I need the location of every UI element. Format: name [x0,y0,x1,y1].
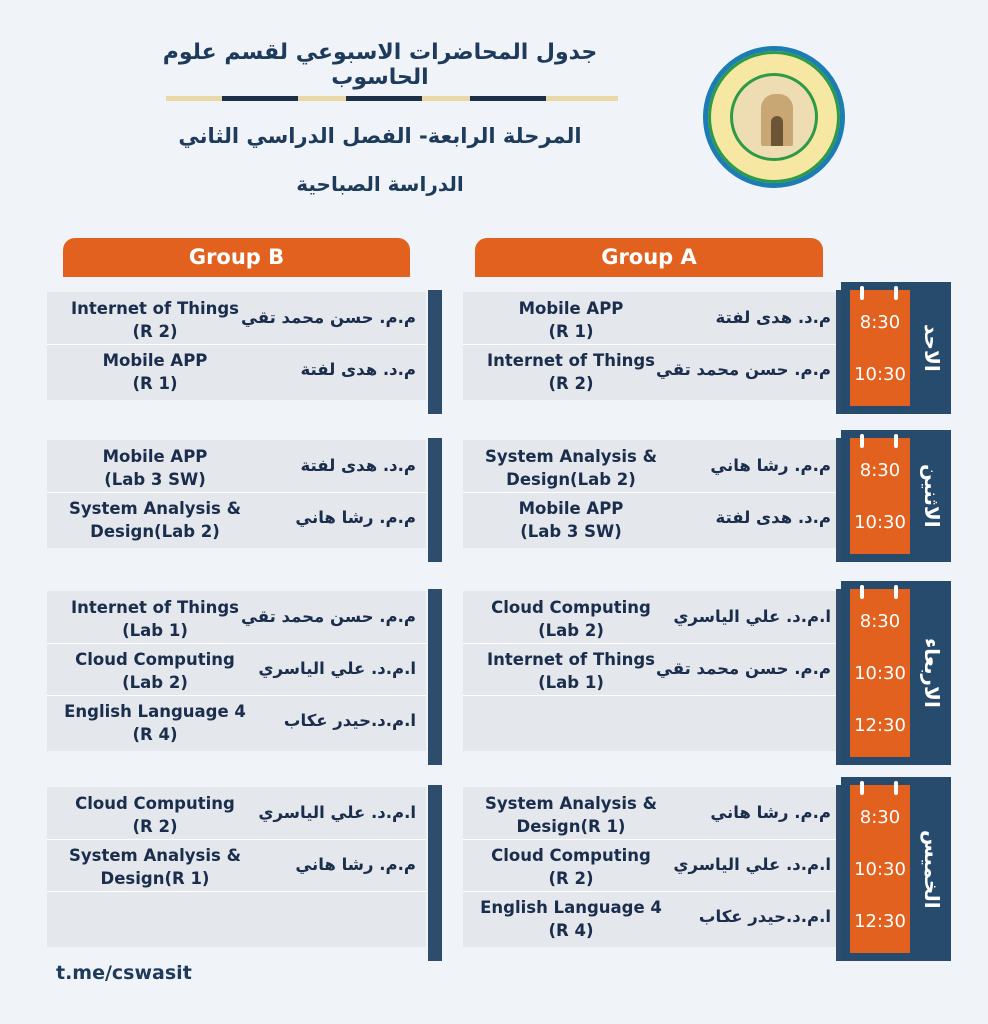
schedule-row [47,789,426,840]
row-separator-bar [428,785,442,961]
course-title: System Analysis & [69,846,241,865]
schedule-row [463,645,841,696]
schedule-row [463,789,841,840]
page-title: جدول المحاضرات الاسبوعي لقسم علوم الحاسوب [162,40,598,90]
study-type: الدراسة الصباحية [296,172,464,196]
course-title: System Analysis & [485,447,657,466]
course-title: System Analysis & [485,794,657,813]
schedule-row [463,841,841,892]
schedule-row [463,893,841,944]
teacher-name: ا.م.د.حيدر عكاب [698,907,831,926]
course-title: Mobile APP [518,299,624,318]
time-slot: 8:30 [859,460,901,481]
day-card [841,430,951,562]
calendar-ring-icon [860,434,864,448]
teacher-name: م.د. هدى لفتة [300,360,416,379]
row-separator-bar [428,290,442,414]
course-title: Internet of Things [487,351,655,370]
course-name [51,297,259,343]
teacher-name: م.م. رشا هاني [710,803,831,822]
course-title: Mobile APP [102,447,208,466]
calendar-ring-icon [894,286,898,300]
course-room: (Lab 1) [122,621,188,640]
course-name [467,297,675,343]
time-slot: 12:30 [854,715,906,736]
teacher-name: م.د. هدى لفتة [300,456,416,475]
teacher-name: ا.م.د. علي الياسري [673,607,831,626]
teacher-name: م.م. حسن محمد تقي [241,607,416,626]
college-logo [703,46,845,188]
course-name [467,648,675,694]
calendar-ring-icon [860,781,864,795]
course-room: (R 4) [132,725,178,744]
teacher-name: م.م. حسن محمد تقي [656,659,831,678]
course-name [51,445,259,491]
course-title: English Language 4 [64,702,246,721]
course-title: Internet of Things [487,650,655,669]
group-b-day-block [47,292,426,400]
day-name-text: الاربعاء [920,638,944,708]
group-b-day-block [47,787,426,947]
teacher-name: م.د. هدى لفتة [715,508,831,527]
course-name [467,497,675,543]
course-room: (Lab 3 SW) [520,522,622,541]
course-room: Design(R 1) [100,869,210,888]
teacher-name: م.م. رشا هاني [710,456,831,475]
calendar-ring-icon [894,585,898,599]
course-title: Mobile APP [518,499,624,518]
schedule-row [47,697,426,748]
page-subtitle: المرحلة الرابعة- الفصل الدراسي الثاني [178,124,582,148]
schedule-row [47,593,426,644]
course-room: (R 2) [132,322,178,341]
calendar-ring-icon [860,585,864,599]
course-room: (Lab 2) [122,673,188,692]
course-title: Internet of Things [71,299,239,318]
course-name [51,700,259,746]
title-divider [166,96,618,101]
calendar-ring-icon [860,286,864,300]
time-slot: 8:30 [859,312,901,333]
course-name [51,349,259,395]
group-a-day-block [463,292,841,400]
schedule-row [463,442,841,493]
teacher-name: م.م. حسن محمد تقي [241,308,416,327]
schedule-row [47,494,426,545]
time-slot: 8:30 [859,611,901,632]
course-room: (R 2) [132,817,178,836]
teacher-name: م.م. رشا هاني [295,855,416,874]
time-slot: 8:30 [859,807,901,828]
course-name [51,497,259,543]
teacher-name: ا.م.د. علي الياسري [258,803,416,822]
logo-emblem [730,73,818,161]
time-panel [850,785,910,953]
teacher-name: ا.م.د.حيدر عكاب [283,711,416,730]
day-card [841,777,951,961]
course-room: (Lab 1) [538,673,604,692]
group-b-header: Group B [63,238,410,277]
course-name [51,792,259,838]
group-b-day-block [47,440,426,548]
teacher-name: م.د. هدى لفتة [715,308,831,327]
schedule-row [47,442,426,493]
group-a-day-block [463,591,841,751]
course-room: (R 2) [548,869,594,888]
schedule-row [47,841,426,892]
time-panel [850,438,910,554]
telegram-link[interactable]: t.me/cswasit [56,962,192,984]
course-title: Cloud Computing [491,846,651,865]
course-room: Design(Lab 2) [90,522,220,541]
calendar-ring-icon [894,781,898,795]
schedule-row [463,593,841,644]
schedule-row [47,645,426,696]
schedule-row [47,893,426,944]
time-slot: 10:30 [854,512,906,533]
course-name [467,792,675,838]
schedule-row [463,294,841,345]
course-title: Cloud Computing [491,598,651,617]
day-card [841,282,951,414]
group-a-header: Group A [475,238,823,277]
course-name [51,844,259,890]
course-title: Cloud Computing [75,794,235,813]
teacher-name: ا.م.د. علي الياسري [258,659,416,678]
course-title: English Language 4 [480,898,662,917]
day-name-text: الاثنين [920,464,944,528]
group-a-day-block [463,787,841,947]
row-separator-bar [428,589,442,765]
course-title: System Analysis & [69,499,241,518]
time-slot: 10:30 [854,364,906,385]
day-name [919,430,945,562]
course-name [467,596,675,642]
day-name [919,282,945,414]
course-room: Design(R 1) [516,817,626,836]
time-slot: 10:30 [854,859,906,880]
day-name-text: الاحد [920,324,944,372]
course-room: (R 2) [548,374,594,393]
row-separator-bar [428,438,442,562]
teacher-name: ا.م.د. علي الياسري [673,855,831,874]
course-name [51,596,259,642]
course-title: Internet of Things [71,598,239,617]
course-name [467,844,675,890]
schedule-row [463,494,841,545]
schedule-row [47,294,426,345]
day-name-text: الخميس [920,829,944,909]
course-title: Cloud Computing [75,650,235,669]
group-b-day-block [47,591,426,751]
arch-icon [771,116,783,146]
time-slot: 10:30 [854,663,906,684]
calendar-ring-icon [894,434,898,448]
course-room: (Lab 2) [538,621,604,640]
teacher-name: م.م. رشا هاني [295,508,416,527]
day-card [841,581,951,765]
course-room: Design(Lab 2) [506,470,636,489]
schedule-row [463,346,841,397]
course-name [467,445,675,491]
course-room: (R 4) [548,921,594,940]
day-name [919,777,945,961]
course-name [467,896,675,942]
course-title: Mobile APP [102,351,208,370]
day-name [919,581,945,765]
teacher-name: م.م. حسن محمد تقي [656,360,831,379]
course-room: (R 1) [132,374,178,393]
schedule-row [463,697,841,748]
course-room: (R 1) [548,322,594,341]
course-room: (Lab 3 SW) [104,470,206,489]
time-slot: 12:30 [854,911,906,932]
schedule-row [47,346,426,397]
course-name [51,648,259,694]
group-a-day-block [463,440,841,548]
time-panel [850,589,910,757]
time-panel [850,290,910,406]
course-name [467,349,675,395]
